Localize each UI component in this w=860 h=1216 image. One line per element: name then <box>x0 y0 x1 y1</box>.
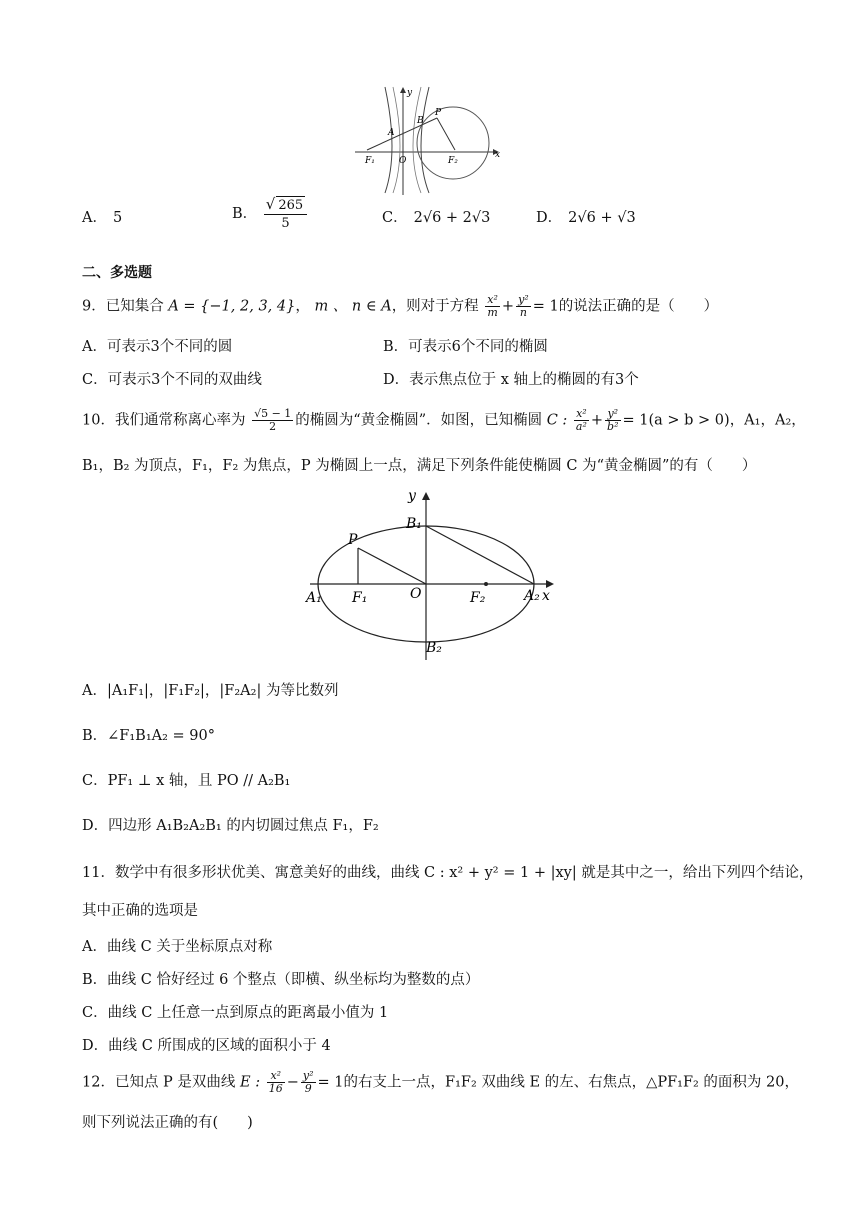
q11-option-d: D．曲线 C 所围成的区域的面积小于 4 <box>82 1038 331 1054</box>
label-o: O <box>410 586 422 602</box>
right-branch <box>421 87 429 193</box>
label-b: B <box>417 116 424 126</box>
label-f1: F₁ <box>365 156 375 166</box>
q11-option-b: B．曲线 C 恰好经过 6 个整点（即横、纵坐标均为整数的点） <box>82 972 480 988</box>
segment-b1-a2 <box>426 526 534 584</box>
q10-stem-line2: B₁，B₂ 为顶点，F₁，F₂ 为焦点，P 为椭圆上一点，满足下列条件能使椭圆 C 为“黄金椭圆”的有（ ） <box>82 458 757 474</box>
q8-option-a: A． 5 <box>82 210 123 226</box>
q10-stem-line1: 10．我们通常称离心率为 $\frac{√5 - 1}{2}$ 的椭圆为“黄金椭圆”．如图，已知椭圆 C : $\frac{\text{x²}}{\text{a²}}$ + $\frac{\text{y²}}{\text{b²}}$ = 1(a > b > 0)，A₁，A₂， <box>82 407 806 433</box>
q11-stem-line1: 11．数学中有很多形状优美、寓意美好的曲线，曲线 C : x² + y² = 1 + |xy| 就是其中之一，给出下列四个结论， <box>82 865 814 881</box>
label-x: x <box>542 588 550 604</box>
q8-option-c: C． 2√6 + 2√3 <box>382 210 491 226</box>
label-b1: B₁ <box>406 516 422 532</box>
label-f2: F₂ <box>470 590 486 606</box>
label-b2: B₂ <box>426 640 442 656</box>
q9-option-d: D．表示焦点位于 x 轴上的椭圆的有3个 <box>383 372 639 388</box>
segment-p-f2 <box>437 118 455 150</box>
label-a1: A₁ <box>306 590 322 606</box>
q10-option-c: C．PF₁ ⊥ x 轴，且 PO // A₂B₁ <box>82 773 291 789</box>
q11-option-c: C．曲线 C 上任意一点到原点的距离最小值为 1 <box>82 1005 389 1021</box>
q10-ellipse-figure <box>300 488 560 660</box>
q9-option-c: C．可表示3个不同的双曲线 <box>82 372 262 388</box>
label-a: A <box>388 128 395 138</box>
q9-option-a: A．可表示3个不同的圆 <box>82 339 233 355</box>
q8-option-b: B． $\frac{√ 265}{5}$ <box>232 196 309 232</box>
section-title: 二、多选题 <box>82 265 152 281</box>
label-o: O <box>399 156 407 166</box>
x-arrow <box>546 580 554 588</box>
q10-option-d: D．四边形 A₁B₂A₂B₁ 的内切圆过焦点 F₁，F₂ <box>82 818 379 834</box>
segment-p-o <box>358 548 426 584</box>
y-arrow <box>400 87 406 93</box>
q11-stem-line2: 其中正确的选项是 <box>82 903 198 919</box>
q12-stem-line2: 则下列说法正确的有( ) <box>82 1115 253 1131</box>
q8-hyperbola-figure <box>355 85 505 195</box>
label-y: y <box>407 88 413 98</box>
q9-option-b: B．可表示6个不同的椭圆 <box>383 339 548 355</box>
focus-f2-dot <box>484 582 488 586</box>
label-p: P <box>348 532 358 548</box>
q10-option-b: B．∠F₁B₁A₂ = 90° <box>82 728 215 744</box>
label-a2: A₂ <box>524 588 540 604</box>
label-f1: F₁ <box>352 590 368 606</box>
label-x: x <box>495 150 501 160</box>
label-p: P <box>435 108 442 118</box>
q8-option-d: D． 2√6 + √3 <box>536 210 636 226</box>
label-f2: F₂ <box>448 156 458 166</box>
segment-f1-p <box>367 118 437 150</box>
label-y: y <box>408 488 416 504</box>
q9-stem: 9．已知集合 A = {−1, 2, 3, 4}， m 、 n ∈ A，则对于方程 $\frac{\text{x²}}{m}$ + $\frac{\text{y²}}{n}$ = 1的说法正确的是（ ） <box>82 293 719 319</box>
left-branch-2 <box>393 87 400 193</box>
q12-stem-line1: 12．已知点 P 是双曲线 E : $\frac{\text{x²}}{16}$ − $\frac{\text{y²}}{9}$ = 1的右支上一点，F₁F₂ 双曲线 E 的左、右焦点，△PF₁F₂ 的面积为 20， <box>82 1069 799 1095</box>
circle <box>417 107 489 179</box>
q10-option-a: A．|A₁F₁|，|F₁F₂|，|F₂A₂| 为等比数列 <box>82 683 339 699</box>
q11-option-a: A．曲线 C 关于坐标原点对称 <box>82 939 273 955</box>
y-arrow <box>422 492 430 500</box>
